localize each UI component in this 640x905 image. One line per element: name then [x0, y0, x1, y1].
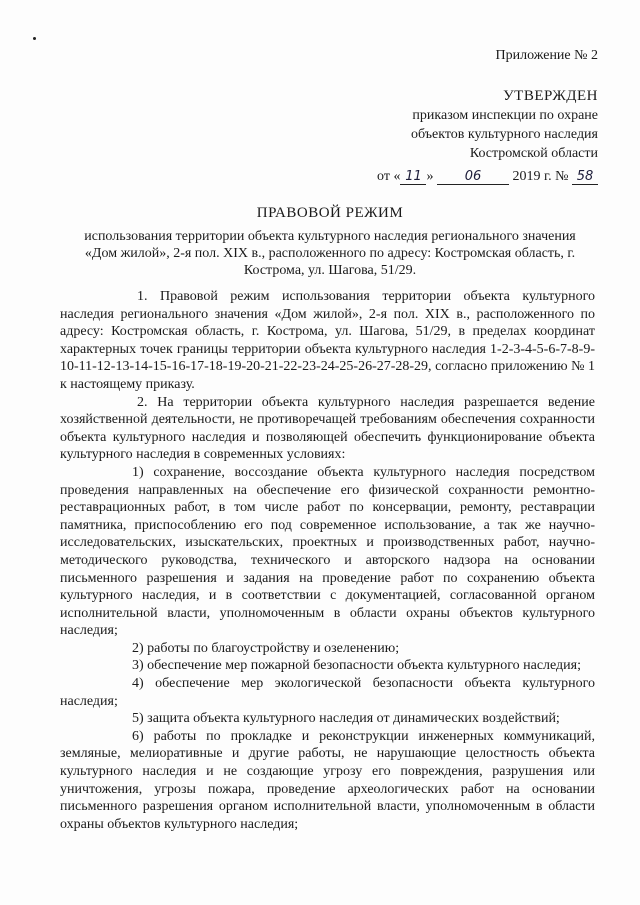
list-item-2: 2) работы по благоустройству и озеленению;: [132, 640, 400, 656]
order-year-number: 2019 г. №: [512, 169, 569, 184]
paragraph-2: 2. На территории объекта культурного наследия разрешается ведение хозяйственной деятельности, не противоречащей требованиям обеспечения сохранности объекта культурного наследия и позволяющей обеспечить функционирование объекта культурного наследия в современных условиях:: [60, 394, 595, 463]
title-block: [70, 205, 590, 279]
document-title: ПРАВОВОЙ РЕЖИМ: [256, 205, 404, 221]
order-from-prefix: от «: [377, 169, 401, 184]
list-item-4: 4) обеспечение мер экологической безопасности объекта культурного наследия;: [60, 676, 595, 709]
document-subtitle: использования территории объекта культурного наследия регионального значения «Дом жилой», 2-я пол. XIX в., расположенного по адресу: Костромская область, г. Кострома, ул. Шагова, 51/29.: [84, 229, 576, 278]
document-body: [60, 288, 595, 833]
order-number: 58: [572, 169, 598, 185]
approval-line-3: Костромской области: [469, 146, 598, 161]
approval-block: [377, 46, 598, 186]
list-item-3: 3) обеспечение мер пожарной безопасности объекта культурного наследия;: [132, 658, 582, 674]
list-item-6: 6) работы по прокладке и реконструкции инженерных коммуникаций, земляные, мелиоративные и другие работы, не нарушающие целостность объекта культурного наследия и не создающие угрозу его повреждения, разрушения или уничтожения, угрозы пожара, проведение археологических работ на основании письменного разрешения органом исполнительной власти, уполномоченным в области охраны объектов культурного наследия;: [60, 728, 595, 832]
appendix-label: Приложение № 2: [495, 48, 598, 63]
approval-line-2: объектов культурного наследия: [410, 127, 598, 142]
list-item-1: 1) сохранение, воссоздание объекта культурного наследия посредством проведения направленных на обеспечение его физической сохранности ремонтно-реставрационных работ, в том числе работ по консервации, ремонту, реставрации памятника, приспособлению его под современное использование, а так же научно-исследовательских, изыскательских, проектных и производственных работ, научно-методического руководства, технического и авторского надзора на основании письменного разрешения и задания на проведение работ по сохранению объекта культурного наследия, и в соответствии с документацией, согласованной органом исполнительной власти, уполномоченным в области охраны объектов культурного наследия;: [60, 464, 595, 639]
order-month: 06: [437, 169, 509, 185]
order-quote-close: »: [426, 169, 434, 184]
list-item-5: 5) защита объекта культурного наследия от динамических воздействий;: [132, 711, 560, 727]
order-day: 11: [400, 169, 426, 185]
approved-heading: УТВЕРЖДЕН: [503, 88, 598, 104]
approval-line-1: приказом инспекции по охране: [412, 108, 598, 123]
paragraph-1: 1. Правовой режим использования территории объекта культурного наследия регионального значения «Дом жилой», 2-я пол. XIX в., расположенного по адресу: Костромская область, г. Кострома, ул. Шагова, 51/29, в пределах координат характерных точек границы территории объекта культурного наследия 1-2-3-4-5-6-7-8-9-10-11-12-13-14-15-16-17-18-19-20-21-22-23-24-25-26-27-28-29, согласно приложению № 1 к настоящему приказу.: [60, 289, 595, 392]
scan-speck: [33, 37, 36, 40]
order-date-line: [377, 167, 598, 186]
